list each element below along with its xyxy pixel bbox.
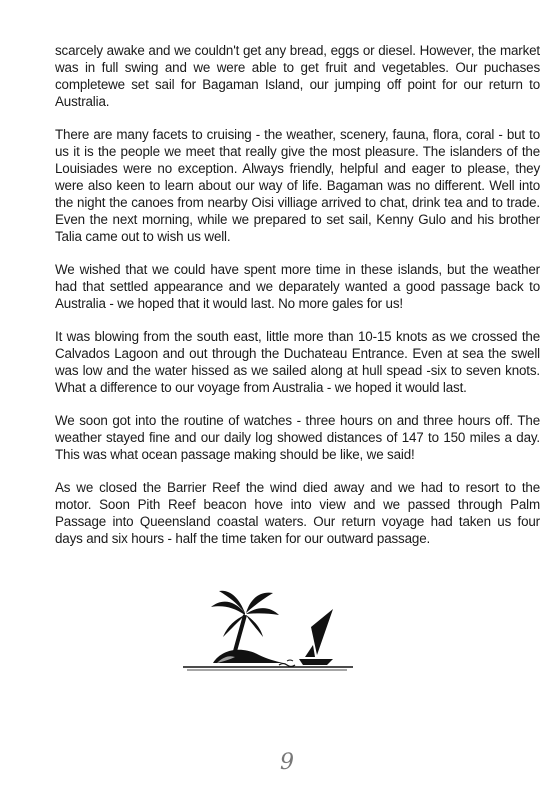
- paragraph-6: As we closed the Barrier Reef the wind died away and we had to resort to the motor. Soon Pith Reef beacon hove into view and we passed through Palm Passage into Queensland coastal waters. Our return voyage had taken us four days and six hours - half the time taken for our outward passage.: [55, 480, 540, 546]
- paragraph-1: scarcely awake and we couldn't get any bread, eggs or diesel. However, the market was in full swing and we were able to get fruit and vegetables. Our puchases completewe set sail for Bagaman Island, our jumping off point for our return to Australia.: [55, 43, 540, 109]
- paragraph-2: There are many facets to cruising - the weather, scenery, fauna, flora, coral - but to us it is the people we meet that really give the most pleasure. The islanders of the Louisiades were no exception. Always friendly, helpful and eager to please, they were also keen to learn about our way of life. Bagaman was no different. Well into the night the canoes from nearby Oisi villiage arrived to chat, drink tea and to trade. Even the next morning, while we prepared to set sail, Kenny Gulo and his brother Talia came out to wish us well.: [55, 127, 540, 244]
- page-number: 9: [280, 750, 294, 775]
- body-text: [55, 42, 540, 563]
- palm-island-sailboat-icon: [183, 585, 353, 675]
- paragraph-4: It was blowing from the south east, little more than 10-15 knots as we crossed the Calvados Lagoon and out through the Duchateau Entrance. Even at sea the swell was low and the water hissed as we sailed along at hull spead -six to seven knots. What a difference to our voyage from Australia - we hoped it would last.: [55, 329, 540, 395]
- paragraph-3: We wished that we could have spent more time in these islands, but the weather had that settled appearance and we deparately wanted a good passage back to Australia - we hoped that it would last. No more gales for us!: [55, 262, 540, 311]
- paragraph-5: We soon got into the routine of watches - three hours on and three hours off. The weather stayed fine and our daily log showed distances of 147 to 150 miles a day. This was what ocean passage making should be like, we said!: [55, 413, 540, 462]
